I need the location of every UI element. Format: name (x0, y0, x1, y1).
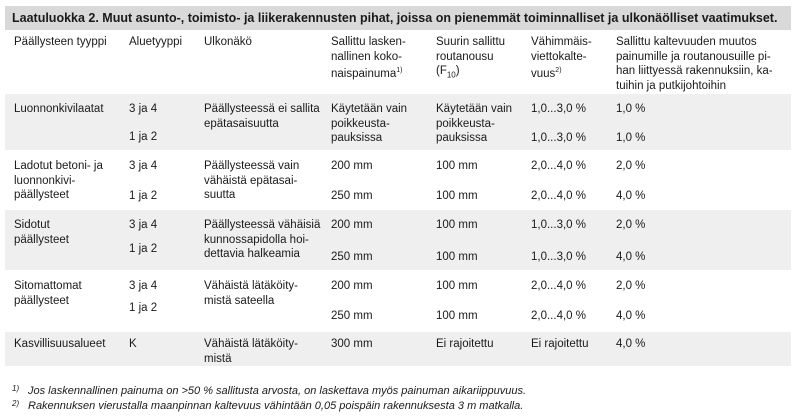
quality-class-table (5, 6, 791, 366)
cell-frost: 100 mm (436, 310, 478, 322)
cell-slope: 1,0...3,0 % (531, 219, 586, 231)
cell-area: K (129, 338, 137, 350)
cell-area: 3 ja 4 (129, 219, 158, 231)
cell-change: 4,0 % (616, 310, 646, 322)
cell-area: 3 ja 4 (129, 160, 158, 172)
table-row (5, 150, 791, 209)
header-area-type: Aluetyyppi (129, 36, 183, 48)
cell-settlement: 200 mm (331, 280, 373, 292)
cell-appearance: Päällysteessä ei sallita epätasaisuutta (204, 103, 320, 130)
cell-settlement: 300 mm (331, 338, 373, 350)
cell-frost: 100 mm (436, 190, 478, 202)
cell-type: Luonnonkivilaatat (14, 103, 104, 115)
cell-slope: 2,0...4,0 % (531, 190, 586, 202)
cell-slope: 2,0...4,0 % (531, 310, 586, 322)
cell-change: 4,0 % (616, 251, 646, 263)
table-row (5, 209, 791, 270)
cell-appearance: Päällysteessä vähäisiä kunnossapidolla hoi- dettavia halkeamia (204, 219, 321, 260)
cell-settlement: 250 mm (331, 310, 373, 322)
cell-change: 4,0 % (616, 190, 646, 202)
footnote-2: 2) Rakennuksen vierustalla maanpinnan kaltevuus vähintään 0,05 poispäin rakennuksesta 3 m matkalla. (12, 399, 524, 412)
cell-area: 1 ja 2 (129, 243, 158, 255)
cell-settlement: 250 mm (331, 190, 373, 202)
table-row (5, 331, 791, 366)
cell-area: 3 ja 4 (129, 103, 158, 115)
cell-change: 2,0 % (616, 219, 646, 231)
cell-slope: 2,0...4,0 % (531, 280, 586, 292)
cell-settlement: Käytetään vain poikkeusta- pauksissa (331, 103, 408, 144)
cell-change: 2,0 % (616, 280, 646, 292)
cell-type: Ladotut betoni- ja luonnonkivi- päällysteet (14, 160, 103, 201)
cell-settlement: 250 mm (331, 251, 373, 263)
cell-appearance: Päällysteessä vain vähäistä epätasai- suutta (204, 160, 300, 201)
cell-change: 1,0 % (616, 132, 646, 144)
cell-slope: 1,0...3,0 % (531, 132, 586, 144)
cell-change: 2,0 % (616, 160, 646, 172)
cell-settlement: 200 mm (331, 219, 373, 231)
cell-slope: 1,0...3,0 % (531, 251, 586, 263)
cell-area: 1 ja 2 (129, 190, 158, 202)
cell-change: 1,0 % (616, 103, 646, 115)
cell-type: Sidotut päällysteet (14, 219, 69, 246)
cell-frost: 100 mm (436, 280, 478, 292)
cell-slope: 1,0...3,0 % (531, 103, 586, 115)
header-min-slope: Vähimmäis- viettokalte- vuus$^{2)}$ (531, 36, 592, 80)
cell-appearance: Vähäistä lätäköity- mistä sateella (204, 280, 298, 307)
table-title: Laatuluokka 2. Muut asunto-, toimisto- ja liikerakennusten pihat, joissa on pienemmät toiminnalliset ja ulkonäölliset vaatimukset. (5, 6, 791, 30)
cell-frost: 100 mm (436, 219, 478, 231)
cell-type: Sitomattomat päällysteet (14, 280, 82, 307)
header-pavement-type: Päällysteen tyyppi (14, 36, 107, 48)
table-row (5, 270, 791, 331)
cell-area: 1 ja 2 (129, 302, 158, 314)
header-slope-change: Sallittu kaltevuuden muutos painumille ja routanousuille pi- han liittyessä rakennuksiin, ka- tuihin ja putkijohtoihin (616, 36, 773, 92)
table-row (5, 93, 791, 150)
cell-frost: 100 mm (436, 251, 478, 263)
table-header (5, 30, 791, 93)
cell-slope: Ei rajoitettu (531, 338, 589, 350)
footnote-ref-2: 2) (555, 67, 562, 74)
cell-frost: Ei rajoitettu (436, 338, 494, 350)
cell-area: 3 ja 4 (129, 280, 158, 292)
cell-area: 1 ja 2 (129, 131, 158, 143)
footnotes (12, 384, 526, 414)
cell-frost: 100 mm (436, 160, 478, 172)
cell-settlement: 200 mm (331, 160, 373, 172)
cell-type: Kasvillisuusalueet (14, 338, 106, 350)
footnote-1: 1) Jos laskennallinen painuma on >50 % sallitusta arvosta, on laskettava myös painuman aikariippuvuus. (12, 384, 527, 397)
header-appearance: Ulkonäkö (204, 36, 252, 48)
header-settlement: Sallittu lasken- nallinen koko- naispainuma$^{1)}$ (331, 36, 406, 80)
cell-frost: Käytetään vain poikkeusta- pauksissa (436, 103, 513, 144)
footnote-ref-1: 1) (396, 67, 403, 74)
header-frost-heave: Suurin sallittu routanousu $(F_{10})$ (436, 36, 506, 80)
cell-appearance: Vähäistä lätäköity- mistä (204, 338, 298, 365)
cell-slope: 2,0...4,0 % (531, 160, 586, 172)
cell-change: 4,0 % (616, 338, 646, 350)
